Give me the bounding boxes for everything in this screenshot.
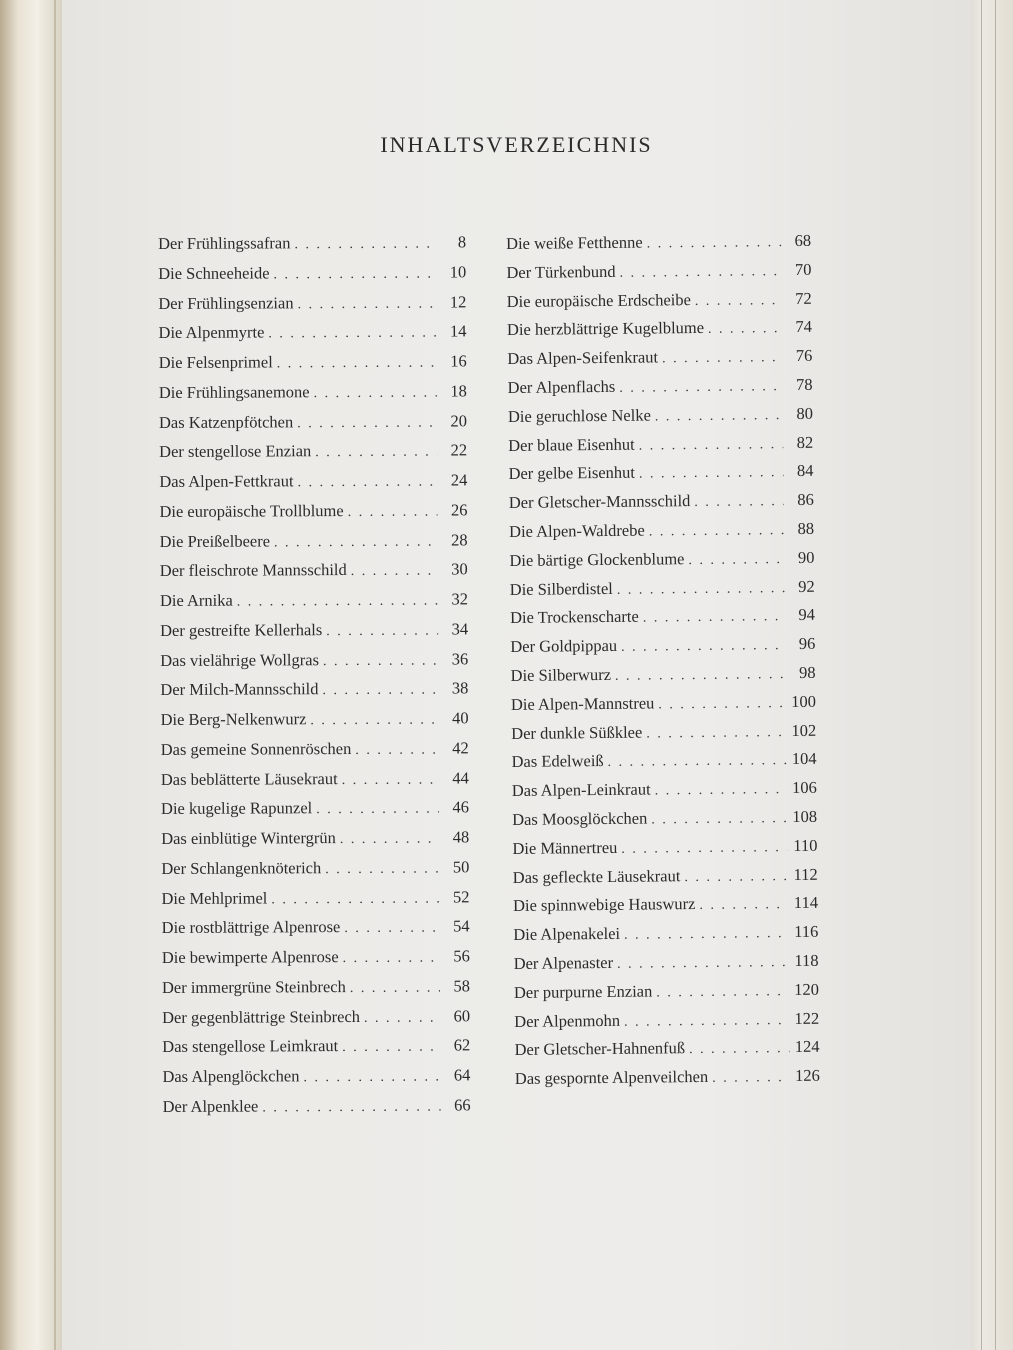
toc-entry — [509, 519, 814, 551]
toc-entry-title: Die kugelige Rapunzel — [160, 798, 313, 819]
toc-entry-title: Die Felsenprimel — [158, 352, 273, 372]
dot-leader — [274, 534, 438, 551]
toc-entry — [159, 500, 467, 531]
toc-entry-title: Der Frühlingssafran — [158, 233, 291, 253]
toc-entry-title: Der Milch-Mannsschild — [160, 679, 319, 700]
toc-entry-title: Die bewimperte Alpenrose — [161, 947, 339, 967]
toc-entry — [160, 649, 468, 680]
toc-entry-title: Der gelbe Eisenhut — [508, 463, 636, 484]
toc-entry-page-number: 38 — [451, 678, 469, 698]
toc-entry — [160, 560, 468, 591]
toc-entry-page-number: 22 — [450, 440, 468, 460]
toc-entry-page-number: 16 — [450, 351, 467, 371]
dot-leader — [662, 350, 782, 367]
toc-entry-title: Das stengellose Leimkraut — [162, 1036, 339, 1057]
toc-entry — [161, 768, 469, 799]
toc-entry-page-number: 112 — [793, 864, 818, 884]
toc-entry-page-number: 78 — [795, 374, 813, 394]
toc-entry-title: Die Arnika — [159, 590, 233, 610]
dot-leader — [649, 523, 784, 540]
dot-leader — [646, 725, 786, 742]
toc-entry — [161, 857, 469, 888]
toc-entry-title: Die Alpen-Waldrebe — [509, 520, 645, 541]
toc-entry — [509, 548, 814, 580]
dot-leader — [274, 266, 437, 283]
toc-entry-page-number: 124 — [794, 1037, 820, 1057]
dot-leader — [624, 926, 788, 944]
toc-entry-page-number: 60 — [453, 1005, 471, 1025]
dot-leader — [325, 861, 439, 878]
toc-entry-title: Die europäische Erdscheibe — [506, 289, 691, 311]
toc-entry — [162, 1006, 470, 1037]
toc-entry-title: Die Berg-Nelkenwurz — [160, 709, 307, 729]
toc-entry-title: Das Katzenpfötchen — [158, 411, 294, 432]
toc-entry-page-number: 56 — [453, 946, 470, 966]
toc-entry — [508, 404, 813, 436]
toc-entry-page-number: 50 — [452, 857, 470, 877]
toc-entry-page-number: 32 — [451, 589, 468, 609]
toc-entry-page-number: 90 — [797, 547, 815, 567]
toc-entry — [162, 976, 470, 1007]
dot-leader — [619, 379, 782, 397]
dot-leader — [699, 897, 788, 914]
toc-entry — [162, 1065, 470, 1096]
toc-entry-page-number: 98 — [799, 662, 816, 682]
toc-entry-title: Der Türkenbund — [506, 261, 616, 282]
toc-entry — [514, 951, 819, 983]
toc-entry-page-number: 122 — [794, 1008, 820, 1028]
dot-leader — [689, 1041, 790, 1058]
dot-leader — [621, 840, 787, 858]
book-page — [62, 0, 971, 1350]
dot-leader — [688, 552, 784, 569]
toc-entry-page-number: 100 — [791, 691, 817, 711]
toc-entry-page-number: 80 — [796, 403, 813, 423]
page-title: INHALTSVERZEICHNIS — [380, 132, 653, 157]
toc-entry-title: Das gespornte Alpenveilchen — [514, 1067, 709, 1089]
toc-entry-page-number: 28 — [451, 529, 468, 549]
dot-leader — [647, 235, 782, 252]
toc-entry-title: Der purpurne Enzian — [513, 981, 653, 1002]
book-spine-edge — [0, 0, 62, 1350]
toc-entry-title: Die Silberwurz — [510, 664, 612, 685]
dot-leader — [658, 696, 786, 713]
toc-entry — [162, 1036, 470, 1067]
toc-entry — [160, 708, 468, 739]
dot-leader — [340, 832, 439, 849]
toc-entry-page-number: 42 — [452, 738, 469, 758]
toc-entry-title: Der Schlangenknöterich — [161, 857, 322, 878]
toc-entry — [158, 232, 466, 263]
toc-entry-page-number: 74 — [795, 317, 813, 337]
toc-entry — [160, 530, 468, 561]
toc-entry-title: Der Gletscher-Mannsschild — [508, 491, 691, 513]
toc-entry-page-number: 24 — [450, 470, 468, 490]
dot-leader — [695, 293, 782, 310]
dot-leader — [271, 891, 439, 908]
toc-entry — [513, 864, 818, 896]
toc-entry-page-number: 12 — [449, 291, 467, 311]
toc-entry-title: Der gestreifte Kellerhals — [160, 619, 323, 640]
toc-entry-page-number: 84 — [796, 461, 814, 481]
toc-entry-page-number: 34 — [451, 619, 469, 639]
dot-leader — [326, 623, 438, 640]
toc-entry-title: Der Alpenmohn — [514, 1010, 621, 1031]
dot-leader — [684, 869, 787, 886]
dot-leader — [348, 504, 438, 520]
dot-leader — [620, 264, 782, 282]
toc-entry — [512, 836, 817, 868]
toc-entry-page-number: 106 — [791, 777, 817, 798]
toc-entry-title: Die Schneeheide — [158, 263, 270, 283]
toc-entry — [512, 778, 817, 810]
toc-entry-title: Die Männertreu — [512, 837, 618, 858]
dot-leader — [639, 437, 784, 455]
toc-entry-title: Der dunkle Süßklee — [511, 722, 643, 743]
dot-leader — [608, 753, 787, 771]
toc-entry-title: Der stengellose Enzian — [159, 441, 312, 462]
toc-entry-page-number: 20 — [450, 410, 468, 430]
toc-entry-title: Der Gletscher-Hahnenfuß — [514, 1038, 686, 1060]
toc-entry — [159, 470, 467, 501]
toc-entry — [160, 679, 468, 710]
toc-entry — [159, 411, 467, 442]
dot-leader — [694, 494, 784, 511]
toc-entry-title: Die geruchlose Nelke — [507, 405, 651, 426]
toc-entry — [507, 346, 812, 378]
toc-entry-title: Die Alpenakelei — [513, 923, 621, 945]
toc-entry-page-number: 108 — [792, 806, 818, 826]
dot-leader — [237, 594, 438, 611]
dot-leader — [639, 465, 784, 483]
toc-entry-page-number: 40 — [451, 708, 469, 728]
toc-entry — [511, 663, 816, 695]
dot-leader — [310, 713, 438, 730]
toc-entry-page-number: 30 — [451, 559, 468, 579]
toc-entry — [158, 262, 466, 293]
dot-leader — [708, 322, 782, 339]
dot-leader — [655, 782, 787, 799]
toc-entry-title: Der gegenblättrige Steinbrech — [162, 1006, 361, 1027]
dot-leader — [297, 415, 437, 432]
toc-entry — [513, 922, 818, 954]
toc-entry-page-number: 8 — [457, 232, 467, 252]
toc-entry-page-number: 26 — [450, 500, 468, 520]
dot-leader — [621, 638, 785, 656]
toc-entry-page-number: 10 — [449, 262, 467, 282]
toc-entry — [509, 490, 814, 522]
toc-entry-title: Das einblütige Wintergrün — [161, 828, 336, 848]
dot-leader — [344, 921, 439, 937]
toc-entry — [507, 317, 812, 349]
toc-entry — [514, 1008, 819, 1040]
toc-entry — [511, 692, 816, 724]
toc-entry-title: Das gefleckte Läusekraut — [512, 865, 681, 887]
toc-entry-title: Der fleischrote Mannsschild — [159, 560, 347, 581]
toc-entry — [512, 807, 817, 839]
toc-entry — [514, 979, 819, 1011]
dot-leader — [315, 445, 437, 462]
toc-entry-page-number: 52 — [452, 886, 470, 906]
toc-entry — [158, 292, 466, 323]
toc-entry-title: Der blaue Eisenhut — [508, 434, 635, 455]
toc-entry-page-number: 82 — [796, 432, 814, 452]
toc-entry-title: Die europäische Trollblume — [159, 500, 344, 521]
toc-entry-page-number: 36 — [451, 648, 469, 668]
toc-entry — [506, 231, 811, 263]
dot-leader — [343, 951, 440, 968]
toc-entry-page-number: 102 — [791, 720, 817, 740]
toc-entry — [511, 720, 816, 752]
toc-right-column — [506, 231, 820, 1098]
toc-entry-title: Der immergrüne Steinbrech — [161, 976, 346, 997]
toc-entry — [161, 827, 469, 858]
toc-entry-page-number: 104 — [791, 749, 817, 769]
toc-entry — [161, 738, 469, 769]
dot-leader — [294, 237, 436, 254]
toc-entry-title: Die Silberdistel — [509, 578, 613, 599]
toc-entry-title: Die weiße Fetthenne — [506, 232, 643, 253]
toc-entry-title: Die Trockenscharte — [509, 606, 639, 628]
toc-entry-page-number: 64 — [453, 1065, 471, 1085]
toc-entry — [159, 441, 467, 472]
toc-entry-page-number: 48 — [452, 827, 470, 847]
toc-entry-title: Die Frühlingsanemone — [158, 381, 310, 402]
dot-leader — [323, 653, 438, 670]
dot-leader — [624, 1013, 789, 1031]
toc-entry-title: Der Alpenaster — [513, 952, 614, 973]
toc-entry — [158, 322, 466, 353]
toc-entry — [159, 351, 467, 382]
dot-leader — [298, 296, 437, 313]
toc-entry-title: Die Mehlprimel — [161, 887, 268, 908]
toc-entry-title: Das Edelweiß — [511, 751, 604, 772]
dot-leader — [322, 683, 438, 700]
toc-entry — [510, 605, 815, 637]
toc-entry-title: Das Alpen-Seifenkraut — [507, 347, 659, 369]
dot-leader — [617, 581, 785, 599]
dot-leader — [615, 667, 786, 685]
dot-leader — [342, 1040, 440, 1057]
toc-entry-page-number: 66 — [454, 1095, 471, 1115]
toc-entry-page-number: 126 — [794, 1065, 820, 1086]
dot-leader — [314, 385, 437, 402]
dot-leader — [656, 984, 789, 1001]
dot-leader — [268, 326, 436, 343]
toc-entry-page-number: 72 — [795, 288, 812, 308]
toc-entry — [162, 946, 470, 977]
toc-entry — [510, 634, 815, 666]
toc-entry — [507, 288, 812, 320]
toc-entry-page-number: 62 — [453, 1035, 471, 1055]
toc-entry-page-number: 114 — [793, 893, 819, 913]
toc-entry-page-number: 116 — [794, 921, 819, 942]
toc-entry-page-number: 88 — [797, 518, 815, 538]
toc-entry — [160, 619, 468, 650]
dot-leader — [262, 1099, 440, 1116]
toc-entry — [513, 893, 818, 925]
toc-entry-title: Die Preißelbeere — [159, 530, 271, 551]
toc-entry — [159, 381, 467, 412]
dot-leader — [643, 609, 785, 626]
toc-left-column — [158, 232, 471, 1126]
toc-entry-page-number: 68 — [794, 230, 812, 250]
dot-leader — [355, 742, 438, 758]
dot-leader — [351, 564, 438, 580]
toc-entry-title: Der Goldpippau — [510, 636, 618, 657]
toc-entry-page-number: 94 — [798, 605, 816, 625]
dot-leader — [316, 802, 439, 819]
toc-entry-page-number: 70 — [794, 259, 812, 279]
toc-entry-title: Der Frühlingsenzian — [158, 292, 294, 313]
toc-entry-page-number: 76 — [795, 345, 813, 366]
toc-entry — [161, 887, 469, 918]
toc-entry-title: Die spinnwebige Hauswurz — [512, 894, 696, 916]
dot-leader — [342, 772, 439, 789]
toc-entry — [162, 917, 470, 948]
toc-entry — [514, 1037, 819, 1069]
toc-entry-page-number: 96 — [798, 633, 816, 654]
toc-entry — [515, 1066, 820, 1098]
dot-leader — [712, 1070, 790, 1087]
toc-entry-page-number: 46 — [452, 797, 470, 817]
toc-entry-title: Der Alpenflachs — [507, 376, 616, 397]
toc-entry-page-number: 92 — [798, 576, 815, 596]
toc-entry-page-number: 54 — [453, 916, 470, 936]
toc-entry-page-number: 58 — [453, 976, 470, 996]
toc-entry — [506, 260, 811, 292]
toc-entry — [163, 1095, 471, 1126]
toc-entry-title: Das Alpen-Fettkraut — [159, 471, 294, 491]
dot-leader — [298, 475, 438, 492]
dot-leader — [303, 1070, 440, 1087]
dot-leader — [277, 356, 437, 373]
toc-entry-title: Das Alpenglöckchen — [162, 1066, 300, 1086]
dot-leader — [651, 811, 787, 828]
toc-entry-page-number: 14 — [449, 321, 467, 341]
toc-entry-page-number: 110 — [793, 835, 818, 855]
toc-entry — [508, 432, 813, 464]
toc-entry — [160, 589, 468, 620]
dot-leader — [655, 408, 783, 425]
toc-entry-title: Die rostblättrige Alpenrose — [161, 917, 341, 938]
toc-entry-title: Das beblätterte Läusekraut — [160, 768, 338, 789]
toc-entry — [508, 375, 813, 407]
dot-leader — [364, 1010, 440, 1026]
toc-entry-page-number: 86 — [797, 489, 814, 510]
toc-entry — [511, 749, 816, 781]
toc-entry-page-number: 18 — [450, 381, 467, 401]
toc-entry-page-number: 120 — [794, 979, 820, 999]
toc-entry-page-number: 118 — [794, 950, 819, 970]
toc-entry-title: Das gemeine Sonnenröschen — [160, 738, 352, 759]
toc-entry-page-number: 44 — [452, 767, 469, 787]
toc-entry-title: Das Alpen-Leinkraut — [511, 779, 651, 801]
toc-entry — [510, 576, 815, 608]
dot-leader — [350, 980, 440, 996]
dot-leader — [617, 955, 789, 973]
toc-entry-title: Die Alpenmyrte — [158, 322, 265, 343]
toc-entry-title: Das vielährige Wollgras — [160, 649, 320, 670]
toc-entry — [508, 461, 813, 493]
toc-entry-title: Die Alpen-Mannstreu — [510, 693, 655, 714]
toc-entry — [161, 798, 469, 829]
toc-entry-title: Die herzblättrige Kugelblume — [506, 318, 705, 340]
toc-entry-title: Die bärtige Glockenblume — [509, 548, 685, 570]
toc-entry-title: Der Alpenklee — [162, 1096, 259, 1116]
toc-entry-title: Das Moosglöckchen — [512, 808, 648, 829]
